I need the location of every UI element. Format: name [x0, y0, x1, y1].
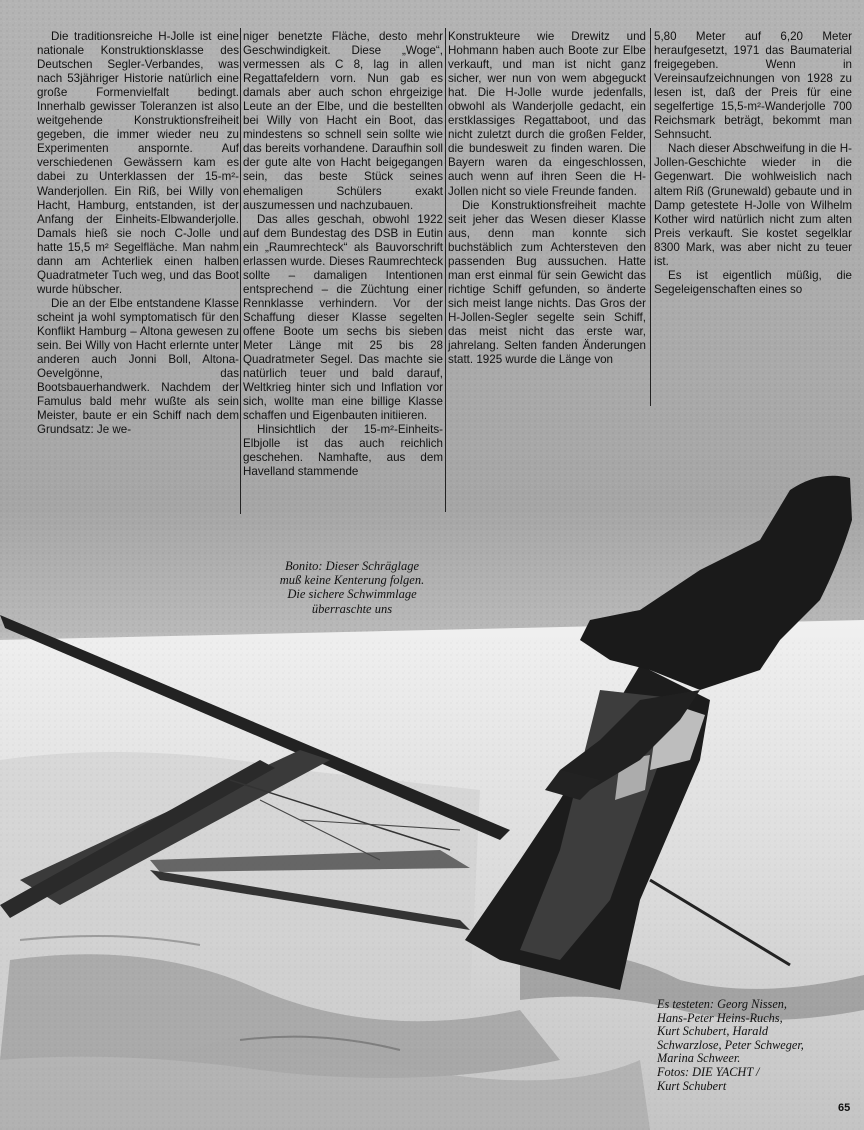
caption-line: überraschte uns: [311, 601, 393, 616]
credit-line: Fotos: DIE YACHT /: [657, 1064, 760, 1079]
article-column-1: [37, 30, 239, 437]
paragraph: Konstrukteure wie Drewitz und Hohmann haben auch Boote zur Elbe verkauft, und man ist nicht ganz sicher, wer nun von wem abgeguckt hat. Die H-Jolle wurde jedenfalls, obwohl als Wanderjolle gedacht, ein erstklassiges Regattaboot, und das nicht zuletzt durch die großen Felder, die bundesweit zu finden waren. Die Bayern waren da eingeschlossen, auch wenn auf ihren Seen die H-Jollen nicht so viele Freunde fanden.: [448, 30, 646, 198]
photo-caption: [246, 559, 458, 616]
paragraph: Das alles geschah, obwohl 1922 auf dem Bundestag des DSB in Eutin ein „Raumrechteck“ als Bauvorschrift erlassen wurde. Dieses Raumrechteck sollte – damaligen Intentionen entsprechend – die Züchtung einer Rennklasse verhindern. Vor der Schaffung dieser Klasse segelten offene Boote um sechs bis sieben Meter Länge mit 25 bis 28 Quadratmeter Segel. Das machte sie natürlich teuer und bald darauf, Weltkrieg hinter sich und Inflation vor sich, wollte man eine billige Klasse schaffen und Eigenbauten initiieren.: [243, 212, 443, 423]
paragraph: Nach dieser Abschweifung in die H-Jollen-Geschichte wieder in die Gegenwart. Die wohlweislich nach altem Riß (Grunewald) gebaute und in Damp getestete H-Jolle von Wilhelm Kother wird natürlich nicht zum alten Preis verkauft. Sie kostet segelklar 8300 Mark, was aber nicht zu teuer ist.: [654, 142, 852, 268]
article-column-4: [654, 30, 852, 297]
caption-line: Bonito: Dieser Schräglage: [284, 559, 419, 573]
caption-line: muß keine Kenterung folgen.: [279, 573, 425, 588]
credit-line: Kurt Schubert: [657, 1078, 727, 1093]
paragraph: Die Konstruktionsfreiheit machte seit jeher das Wesen dieser Klasse aus, denn man konnte sich buchstäblich zum Achtersteven den passenden Bug aussuchen. Hatte man erst einmal für sein Gewicht das richtige Schiff gefunden, so änderte sich meist lange nichts. Das Gros der H-Jollen-Segler segelte sein Schiff, das meist nicht das erste war, jahrelang. Selten fanden Änderungen statt. 1925 wurde die Länge von: [448, 198, 646, 367]
credit-line: Schwarzlose, Peter Schweger,: [657, 1037, 804, 1052]
article-column-2: [243, 30, 443, 480]
credit-line: Kurt Schubert, Harald: [657, 1024, 769, 1039]
paragraph: Es ist eigentlich müßig, die Segeleigenschaften eines so: [654, 268, 852, 296]
credit-line: Es testeten: Georg Nissen,: [657, 997, 788, 1011]
credit-line: Hans-Peter Heins-Ruchs,: [657, 1010, 783, 1025]
page-number: 65: [838, 1102, 851, 1114]
article-column-3: [448, 30, 646, 367]
paragraph: niger benetzte Fläche, desto mehr Geschwindigkeit. Diese „Woge“, vermessen als C 8, lag in allen Regattafeldern vorn. Nun gab es damals aber auch schon ehrgeizige Leute an der Elbe, und die bestellten bei Willy von Hacht ein Boot, das mindestens so schnell sein sollte wie das bereits vorhandene. Daraufhin soll der gute alte von Hacht beigegangen sein, das beste Stück seines ehemaligen Schülers exakt auszumessen und nachzubauen.: [243, 30, 443, 212]
paragraph: Die an der Elbe entstandene Klasse scheint ja wohl symptomatisch für den Konflikt Hamburg – Altona gewesen zu sein. Bei Willy von Hacht erlernte unter anderen auch Jonni Boll, Altona-Oevelgönne, das Bootsbauerhandwerk. Nachdem der Famulus bald mehr wußte als sein Meister, baute er ein Schiff nach dem Grundsatz: Je we-: [37, 296, 239, 437]
photo-credits: [657, 998, 857, 1093]
paragraph: Hinsichtlich der 15-m²-Einheits-Elbjolle ist das auch reichlich geschehen. Namhafte, aus dem Havelland stammende: [243, 423, 443, 479]
credit-line: Marina Schweer.: [657, 1051, 741, 1066]
paragraph: 5,80 Meter auf 6,20 Meter heraufgesetzt, 1971 das Baumaterial freigegeben. Wenn in Vereinsaufzeichnungen von 1928 zu lesen ist, daß der Preis für eine segelfertige 15,5-m²-Wanderjolle 700 Reichsmark beträgt, bekommt man Sehnsucht.: [654, 30, 852, 142]
paragraph: Die traditionsreiche H-Jolle ist eine nationale Konstruktionsklasse des Deutschen Segler-Verbandes, was nach 53jähriger Historie natürlich eine große Formenvielfalt bedingt. Innerhalb gewisser Toleranzen ist also weitgehende Konstruktionsfreiheit gegeben, die immer wieder neu zu Experimenten anspornte. Auf verschiedenen Gewässern kam es dabei zu Unterklassen der 15-m²-Wanderjollen. Ein Riß, bei Willy von Hacht, Hamburg, entstanden, ist der Anfang der Einheits-Elbwanderjolle. Damals hieß sie noch C-Jolle und hatte 15,5 m² Segelfläche. Man nahm dann am Achterliek einen halben Quadratmeter Tuch weg, und das Boot wurde hübscher.: [37, 30, 239, 296]
caption-line: Die sichere Schwimmlage: [287, 587, 417, 602]
